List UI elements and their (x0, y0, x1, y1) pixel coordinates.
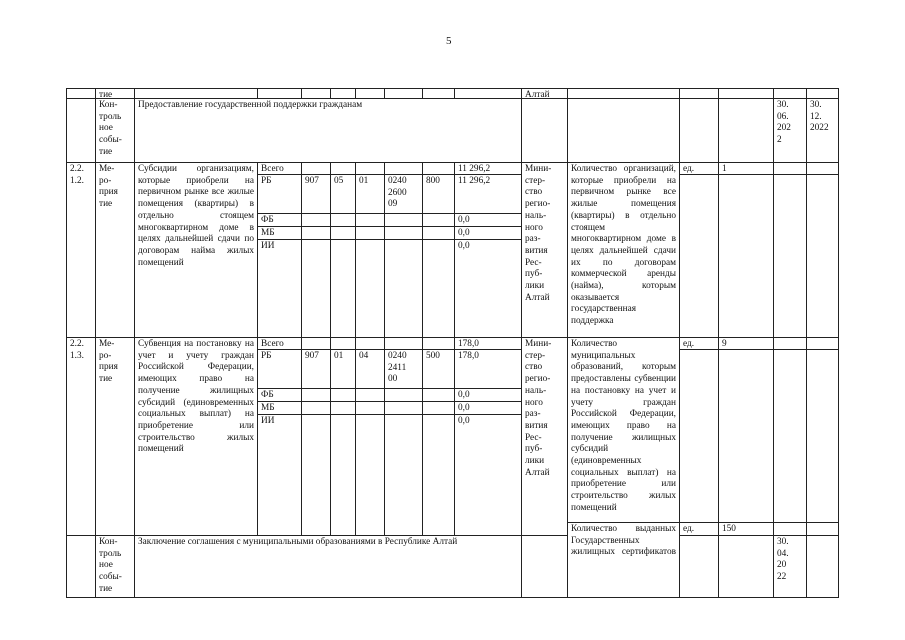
m1-fin-src-3-text: МБ (261, 228, 275, 238)
ce2-date-start-text: 30. 04. 20 22 (777, 537, 789, 583)
m1-unit (679, 162, 718, 174)
m1-fin-grbs-1-text: 907 (305, 176, 319, 186)
m2-fin-rz-3 (330, 401, 355, 414)
m2-fin-grbs-1-text: 907 (305, 351, 319, 361)
m1-type-text: Ме- ро- прия тие (99, 164, 118, 210)
m1-indicator-text: Количество организаций, которые приобрели на первичном рынке все жилые помещения (квартиры) в отдельно стоящем многоквартирном доме в целях дальнейшей сдачи их по договорам коммерческой аренды (найма), которым оказывается государственная поддержка (571, 164, 679, 327)
top-cell-7 (384, 88, 422, 98)
m2-fin-pr-2 (355, 388, 384, 401)
m2-fin-sum-4-text: 0,0 (458, 416, 470, 426)
ce2-title (134, 535, 521, 597)
m2-type-text: Ме- ро- прия тие (99, 339, 118, 385)
m1-date1 (773, 162, 806, 174)
top-cell-num (66, 88, 95, 98)
m1-value-text: 1 (722, 164, 727, 174)
m1-unit-text: ед. (683, 164, 695, 174)
m2-fin-pr-0 (355, 337, 384, 349)
ce1-type-text: Кон- троль ное собы- тие (99, 100, 122, 157)
m2-fin-rz-1-text: 01 (334, 351, 344, 361)
m1-fin-src-1 (257, 174, 301, 213)
m1-fin-grbs-1 (301, 174, 330, 213)
m1-fin-pr-1-text: 01 (359, 176, 369, 186)
m2-fin-sum-1-text: 178,0 (458, 351, 479, 361)
m1-fin-csr-1 (384, 174, 422, 213)
m2-value2 (718, 522, 773, 535)
m2-fin-sum-4 (454, 414, 521, 535)
ce1-title-text: Предоставление государственной поддержки гражданам (138, 100, 363, 110)
top-cell-5 (330, 88, 355, 98)
m1-fin-pr-2 (355, 213, 384, 226)
m2-fin-csr-3 (384, 401, 422, 414)
m1-date2-rest (806, 174, 838, 337)
m1-date1-rest (773, 174, 806, 337)
m2-fin-sum-2 (454, 388, 521, 401)
top-cell-type (95, 88, 134, 98)
m2-fin-rz-1 (330, 349, 355, 388)
m2-fin-sum-0-text: 178,0 (458, 339, 479, 349)
m2-type (95, 337, 134, 535)
m1-num-text: 2.2. 1.2. (70, 164, 84, 186)
m1-fin-vr-2 (422, 213, 454, 226)
m2-fin-rz-0 (330, 337, 355, 349)
m1-fin-csr-4 (384, 239, 422, 337)
m1-value (718, 162, 773, 174)
m1-fin-pr-4 (355, 239, 384, 337)
m1-fin-sum-0 (454, 162, 521, 174)
m2-fin-pr-1 (355, 349, 384, 388)
m2-fin-sum-3 (454, 401, 521, 414)
top-cell-9 (454, 88, 521, 98)
m1-fin-src-3 (257, 226, 301, 239)
m2-fin-src-0 (257, 337, 301, 349)
m2-fin-grbs-0 (301, 337, 330, 349)
m2-fin-pr-3 (355, 401, 384, 414)
m1-fin-rz-0 (330, 162, 355, 174)
m2-value2-text: 150 (722, 524, 736, 534)
m1-fin-pr-1 (355, 174, 384, 213)
m1-executor (521, 162, 567, 337)
m2-executor-text: Мини- стер- ство регио- наль- ного раз- вития Рес- пуб- лики Алтай (525, 339, 552, 478)
m2-fin-grbs-2 (301, 388, 330, 401)
m1-fin-src-1-text: РБ (261, 176, 272, 186)
ce1-type (95, 98, 134, 162)
m1-fin-rz-2 (330, 213, 355, 226)
m2-fin-rz-2 (330, 388, 355, 401)
m2-fin-vr-3 (422, 401, 454, 414)
top-cell-6 (355, 88, 384, 98)
m2-fin-pr-4 (355, 414, 384, 535)
m2-fin-vr-1-text: 500 (426, 351, 440, 361)
m2-fin-src-4-text: ИИ (261, 416, 275, 426)
ce2-title-text: Заключение соглашения с муниципальными образованиями в Республике Алтай (138, 537, 458, 547)
m2-date1-b (773, 522, 806, 535)
ce1-executor (521, 98, 567, 162)
ce2-date-end (806, 535, 838, 597)
m2-fin-csr-4 (384, 414, 422, 535)
m2-fin-src-4 (257, 414, 301, 535)
m1-fin-src-4 (257, 239, 301, 337)
m2-value (718, 337, 773, 349)
m1-fin-sum-0-text: 11 296,2 (458, 164, 491, 174)
top-cell-date1 (773, 88, 806, 98)
ce2-num (66, 535, 95, 597)
top-cell-unit (679, 88, 718, 98)
m2-unit (679, 337, 718, 349)
top-cell-2 (134, 88, 257, 98)
m2-unit2 (679, 522, 718, 535)
m1-executor-text: Мини- стер- ство регио- наль- ного раз- вития Рес- пуб- лики Алтай (525, 164, 552, 303)
ce1-indicator (567, 98, 679, 162)
top-cell-executor (521, 88, 567, 98)
m1-fin-rz-3 (330, 226, 355, 239)
m1-fin-vr-4 (422, 239, 454, 337)
m2-value-rest (718, 349, 773, 522)
m2-fin-grbs-3 (301, 401, 330, 414)
m2-fin-sum-0 (454, 337, 521, 349)
m1-fin-src-2 (257, 213, 301, 226)
m1-fin-sum-4-text: 0,0 (458, 241, 470, 251)
m1-fin-src-0-text: Всего (261, 164, 284, 174)
m1-fin-rz-1-text: 05 (334, 176, 344, 186)
m2-fin-vr-0 (422, 337, 454, 349)
m1-fin-sum-2-text: 0,0 (458, 215, 470, 225)
m1-fin-rz-1 (330, 174, 355, 213)
m1-fin-csr-3 (384, 226, 422, 239)
m1-fin-vr-0 (422, 162, 454, 174)
m2-fin-grbs-1 (301, 349, 330, 388)
m1-fin-src-0 (257, 162, 301, 174)
ce2-date-start (773, 535, 806, 597)
m1-fin-pr-0 (355, 162, 384, 174)
m2-name (134, 337, 257, 535)
m1-name (134, 162, 257, 337)
m2-fin-src-1 (257, 349, 301, 388)
m1-num (66, 162, 95, 337)
top-cell-8 (422, 88, 454, 98)
m1-fin-sum-2 (454, 213, 521, 226)
ce2-type-text: Кон- троль ное собы- тие (99, 537, 122, 594)
m2-num (66, 337, 95, 535)
m1-fin-sum-3 (454, 226, 521, 239)
m1-fin-csr-1-text: 0240 2600 09 (388, 176, 407, 210)
m1-value-rest (718, 174, 773, 337)
m2-fin-csr-2 (384, 388, 422, 401)
top-cell-indicator (567, 88, 679, 98)
m1-fin-sum-4 (454, 239, 521, 337)
m1-fin-sum-1-text: 11 296,2 (458, 176, 491, 186)
m1-fin-grbs-0 (301, 162, 330, 174)
ce2-executor (521, 535, 567, 597)
m1-fin-grbs-3 (301, 226, 330, 239)
ce2-value (718, 535, 773, 597)
m2-fin-src-3 (257, 401, 301, 414)
m2-date1 (773, 337, 806, 349)
ce2-unit (679, 535, 718, 597)
top-cell-4 (301, 88, 330, 98)
m1-fin-sum-1 (454, 174, 521, 213)
ce1-date-start-text: 30. 06. 202 2 (777, 100, 791, 146)
m2-indicator (567, 337, 679, 522)
m2-unit2-text: ед. (683, 524, 695, 534)
m2-unit-rest (679, 349, 718, 522)
top-cell-3 (257, 88, 301, 98)
m2-fin-csr-1 (384, 349, 422, 388)
m2-fin-sum-3-text: 0,0 (458, 403, 470, 413)
m1-fin-csr-2 (384, 213, 422, 226)
m2-fin-sum-1 (454, 349, 521, 388)
table-bottom-border (66, 597, 839, 598)
m1-indicator (567, 162, 679, 337)
m2-fin-csr-1-text: 0240 2411 00 (388, 351, 407, 385)
m1-fin-src-4-text: ИИ (261, 241, 275, 251)
m2-fin-pr-1-text: 04 (359, 351, 369, 361)
m2-fin-src-3-text: МБ (261, 403, 275, 413)
m1-name-text: Субсидии организациям, которые приобрели на первичном рынке все жилые помещения (квартиры) в отдельно стоящем многоквартирном доме в целях дальнейшей сдачи по договорам найма жилых помещений (138, 164, 257, 268)
m2-fin-src-2-text: ФБ (261, 390, 274, 400)
m2-fin-src-2 (257, 388, 301, 401)
m1-fin-vr-1 (422, 174, 454, 213)
ce2-type (95, 535, 134, 597)
m2-date1-rest (773, 349, 806, 522)
m2-value-text: 9 (722, 339, 727, 349)
m1-fin-vr-1-text: 800 (426, 176, 440, 186)
m2-indicator2-text: Количество выданных Государственных жилищных сертификатов (571, 524, 679, 558)
m1-type (95, 162, 134, 337)
m1-fin-vr-3 (422, 226, 454, 239)
m2-date2-rest (806, 349, 838, 522)
m2-indicator-text: Количество муниципальных образований, которым предоставлены субвенции на постановку на учет и учету граждан Российской Федерации, имеющих право на получение жилищных субсидий (единовременных социальных выплат) на приобретение или строительство жилых помещений (571, 339, 679, 513)
m2-unit-text: ед. (683, 339, 695, 349)
m2-fin-src-0-text: Всего (261, 339, 284, 349)
m2-fin-csr-0 (384, 337, 422, 349)
m2-name-text: Субвенция на постановку на учет и учету граждан Российской Федерации, имеющих право на получение жилищных субсидий (единовременных социальных выплат) на приобретение или строительство жилых помещений (138, 339, 257, 455)
ce1-date-end (806, 98, 838, 162)
m2-fin-grbs-4 (301, 414, 330, 535)
m2-fin-vr-4 (422, 414, 454, 535)
m1-date2 (806, 162, 838, 174)
table-right-border (838, 88, 839, 598)
m1-fin-sum-3-text: 0,0 (458, 228, 470, 238)
m2-fin-vr-1 (422, 349, 454, 388)
m1-unit-rest (679, 174, 718, 337)
m2-fin-rz-4 (330, 414, 355, 535)
ce1-date-start (773, 98, 806, 162)
ce1-num (66, 98, 95, 162)
m1-fin-grbs-2 (301, 213, 330, 226)
m1-fin-csr-0 (384, 162, 422, 174)
m2-indicator2 (567, 522, 679, 597)
m2-date2 (806, 337, 838, 349)
page-number: 5 (446, 35, 452, 47)
top-cell-date2 (806, 88, 838, 98)
m2-num-text: 2.2. 1.3. (70, 339, 84, 361)
top-cell-value (718, 88, 773, 98)
ce1-value (718, 98, 773, 162)
m1-fin-src-2-text: ФБ (261, 215, 274, 225)
ce1-unit (679, 98, 718, 162)
ce1-date-end-text: 30. 12. 2022 (810, 100, 829, 134)
m2-fin-vr-2 (422, 388, 454, 401)
m2-executor (521, 337, 567, 535)
ce1-title (134, 98, 521, 162)
m1-fin-rz-4 (330, 239, 355, 337)
m2-date2-b (806, 522, 838, 535)
m1-fin-pr-3 (355, 226, 384, 239)
m2-fin-sum-2-text: 0,0 (458, 390, 470, 400)
m2-fin-src-1-text: РБ (261, 351, 272, 361)
top-cell-type-text: тие (99, 90, 113, 98)
top-cell-executor-text: Алтай (525, 90, 550, 98)
m1-fin-grbs-4 (301, 239, 330, 337)
